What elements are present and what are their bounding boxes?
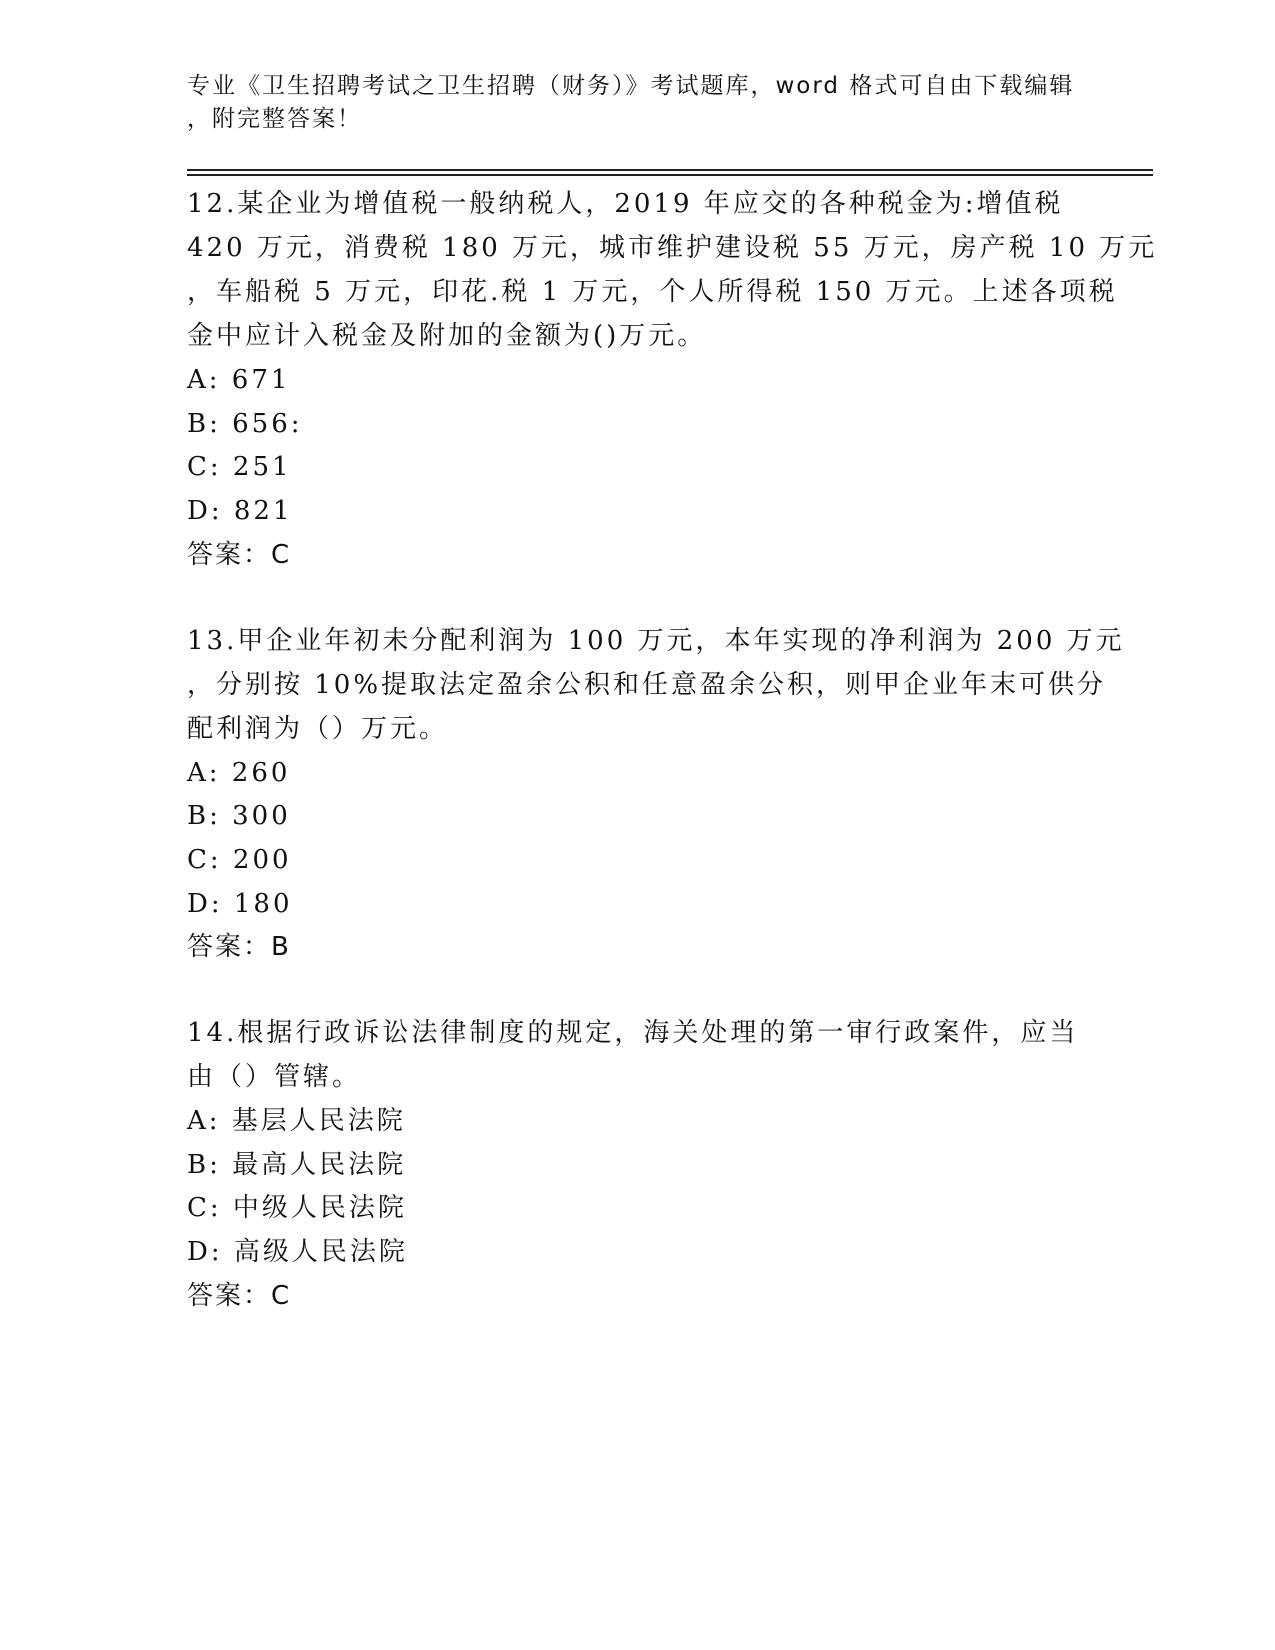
option-d: D: 高级人民法院: [187, 1237, 408, 1267]
option-b: B: 最高人民法院: [187, 1150, 407, 1180]
question-stem-line: 420 万元，消费税 180 万元，城市维护建设税 55 万元，房产税 10 万元: [187, 233, 1158, 263]
question-stem-line: 14.根据行政诉讼法律制度的规定，海关处理的第一审行政案件，应当: [187, 1018, 1079, 1048]
answer-line: 答案：B: [187, 932, 291, 962]
question-stem-line: ，车船税 5 万元，印花.税 1 万元，个人所得税 150 万元。上述各项税: [187, 277, 1118, 307]
option-a: A: 671: [187, 365, 291, 395]
answer-line: 答案：C: [187, 540, 292, 570]
option-b: B: 300: [187, 801, 291, 831]
option-c: C: 中级人民法院: [187, 1193, 407, 1223]
option-c: C: 251: [187, 452, 292, 482]
header-rule-top: [187, 169, 1153, 171]
option-d: D: 180: [187, 889, 293, 919]
header-line-1: 专业《卫生招聘考试之卫生招聘（财务）》考试题库，word 格式可自由下载编辑: [187, 73, 1075, 99]
question-stem-line: 金中应计入税金及附加的金额为()万元。: [187, 321, 707, 351]
question-stem-line: 由（）管辖。: [187, 1062, 362, 1092]
option-c: C: 200: [187, 845, 292, 875]
question-stem-line: ，分别按 10%提取法定盈余公积和任意盈余公积，则甲企业年末可供分: [187, 670, 1107, 700]
option-a: A: 基层人民法院: [187, 1106, 406, 1136]
question-stem-line: 13.甲企业年初未分配利润为 100 万元，本年实现的净利润为 200 万元: [187, 626, 1125, 656]
option-d: D: 821: [187, 496, 293, 526]
answer-line: 答案：C: [187, 1281, 292, 1311]
option-a: A: 260: [187, 758, 291, 788]
header-line-2: ，附完整答案！: [187, 106, 362, 132]
question-stem-line: 12.某企业为增值税一般纳税人，2019 年应交的各种税金为:增值税: [187, 189, 1064, 219]
question-stem-line: 配利润为（）万元。: [187, 714, 449, 744]
header-rule-bottom: [187, 174, 1153, 176]
option-b: B: 656:: [187, 409, 303, 439]
